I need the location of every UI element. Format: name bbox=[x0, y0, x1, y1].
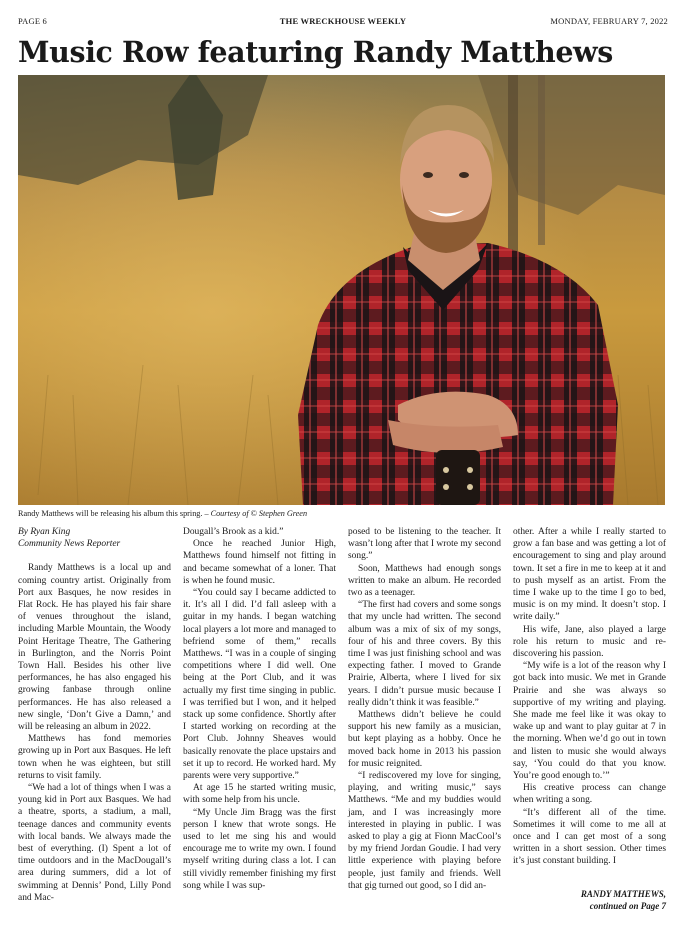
continued-page-link[interactable]: continued on Page 7 bbox=[589, 901, 666, 911]
issue-date: MONDAY, FEBRUARY 7, 2022 bbox=[550, 16, 668, 26]
paragraph-continued: other. After a while I really started to grow a fan base and was getting a lot of encouragement to sing and play around town. It set a fire in me to keep at it and to push myself as an artist. From the time I wake up to the time I go to bed, music is on my mind. It doesn’t stop. I write daily.” bbox=[513, 527, 666, 623]
paragraph: “We had a lot of things when I was a young kid in Port aux Basques. We had a theatre, sports, a stadium, a mall, teenage dances and community events with local bands. We always made the best of everything. (I) Spent a lot of time outdoors and in the MacDougall’s area during summers, did a lot of swimming at Dennis’ Pond, Lilly Pond and Mac- bbox=[18, 783, 171, 903]
photo-caption bbox=[18, 508, 668, 519]
page-number: PAGE 6 bbox=[18, 16, 47, 26]
masthead bbox=[18, 16, 668, 30]
paragraph: Once he reached Junior High, Matthews found himself not fitting in and became somewhat of a loner. That is when he found music. bbox=[183, 539, 336, 586]
publication-name: THE WRECKHOUSE WEEKLY bbox=[279, 16, 407, 26]
article-column-1 bbox=[18, 526, 171, 904]
paragraph: Matthews didn’t believe he could support his new family as a musician, but kept playing as a hobby. Once he moved back home in 2013 his passion for music reignited. bbox=[348, 710, 501, 769]
photo-credit: – Courtesy of © Stephen Green bbox=[204, 509, 308, 518]
paragraph: “My Uncle Jim Bragg was the first person I knew that wrote songs. He used to let me sing his and would encourage me to write my own. I found myself writing during class a lot. I can still vividly remember finishing my first song while I was sup- bbox=[183, 807, 336, 891]
byline-name: By Ryan King bbox=[18, 527, 71, 537]
continued-notice bbox=[513, 888, 666, 912]
continued-title: RANDY MATTHEWS, bbox=[580, 889, 666, 899]
paragraph: Randy Matthews is a local up and coming country artist. Originally from Port aux Basques, he now resides in Flat Rock. He has played his fair share of venues throughout the island, including Marble Mountain, the Woody Point Heritage Theatre, The Gathering in Burlington, and the Norris Point Town Hall. Besides his other live performances, he has also engaged his growing fanbase through online performances. He has also released a new single, ‘Don’t Give a Damn,’ and will be releasing an album in 2022. bbox=[18, 563, 171, 733]
paragraph: “It’s different all of the time. Sometimes it will come to me all at once and I can get most of a song written in a short session. Other times it’s just constant building. I bbox=[513, 807, 666, 867]
paragraph: “You could say I became addicted to it. It’s all I did. I’d fall asleep with a guitar in my hands. I began watching local players a lot more and managed to befriend some of them,” recalls Matthews. “I was in a couple of singing competitions where I did well. One being at the Port Club, and it was actually my first time singing in public. I was terrified but I won, and it helped stack up some confidence. Shortly after I started working on recording at the Port Club. Johnny Sheaves would basically renovate the place upstairs and set it up to record. He worked hard. My parents were very supportive.” bbox=[183, 588, 336, 782]
paragraph: At age 15 he started writing music, with some help from his uncle. bbox=[183, 783, 336, 806]
article-column-2 bbox=[183, 526, 336, 892]
article-headline: Music Row featuring Randy Matthews bbox=[18, 35, 613, 69]
paragraph-continued: Dougall’s Brook as a kid.” bbox=[183, 527, 284, 537]
paragraph-continued: posed to be listening to the teacher. It wasn’t long after that I wrote my second song.” bbox=[348, 527, 501, 562]
paragraph: Matthews has fond memories growing up in Port aux Basques. He left town when he was eighteen, but still returns to visit family. bbox=[18, 734, 171, 781]
caption-text: Randy Matthews will be releasing his album this spring. bbox=[18, 509, 203, 518]
article-photo bbox=[18, 75, 665, 505]
article-column-4 bbox=[513, 526, 666, 868]
paragraph: His creative process can change when writing a song. bbox=[513, 783, 666, 806]
paragraph: His wife, Jane, also played a large role his return to music and re-discovering his passion. bbox=[513, 624, 666, 660]
byline-role: Community News Reporter bbox=[18, 539, 121, 550]
article-column-3 bbox=[348, 526, 501, 892]
paragraph: “My wife is a lot of the reason why I got back into music. We met in Grande Prairie and she was always so supportive of my writing and playing. She made me feel like it was okay to wake up and want to play guitar at 7 in the morning. When we’d go out in town and listen to music she would always say, ‘You could do that you know. You’re good enough to.’” bbox=[513, 661, 666, 782]
paragraph: “The first had covers and some songs that my uncle had written. The second album was a mix of six of my songs, four of his and three covers. By this time I was just finishing school and was expecting father. I moved to Grande Prairie, Alberta, where I lived for six years. I didn’t pursue music because I really didn’t think it was feasible.” bbox=[348, 600, 501, 708]
paragraph: Soon, Matthews had enough songs written to make an album. He recorded two as a teenager. bbox=[348, 563, 501, 599]
paragraph: “I rediscovered my love for singing, playing, and writing music,” says Matthews. “Me and my buddies would jam, and I was increasingly more interested in playing in public. I was asked to play a gig at Fionn MacCool’s by my friend Jordan Goudie. I had very little experience with playing before people, just family and friends. Well that gig turned out good, so I did an- bbox=[348, 771, 501, 891]
